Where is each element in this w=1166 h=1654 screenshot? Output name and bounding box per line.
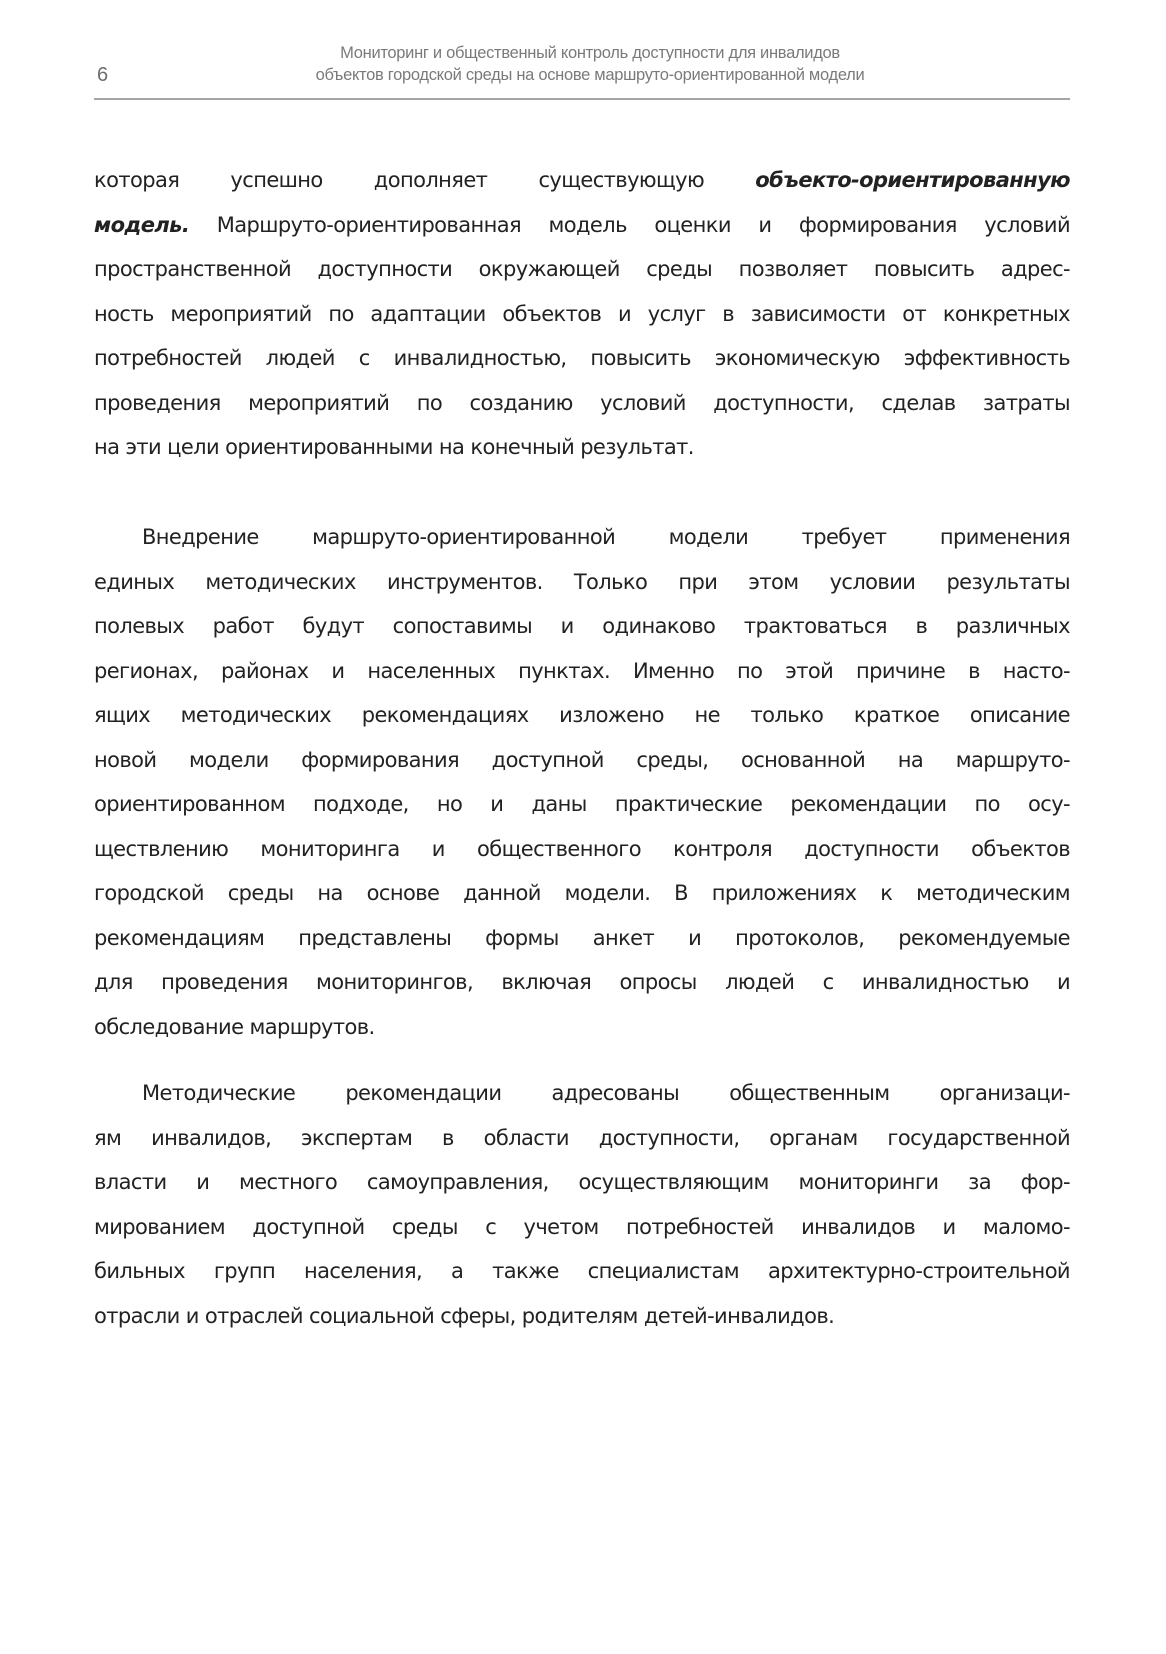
text-line: власти и местного самоуправления, осуществляющим мониторинги за фор- [94, 1170, 1070, 1194]
text-line: ям инвалидов, экспертам в области доступности, органам государственной [94, 1125, 1070, 1150]
text-line: мированием доступной среды с учетом потребностей инвалидов и маломо- [94, 1214, 1070, 1239]
text-line: проведения мероприятий по созданию условий доступности, сделав затраты [94, 390, 1070, 415]
text-line: на эти цели ориентированными на конечный результат. [94, 435, 694, 459]
emphasis-term: объекто-ориентированную [755, 168, 1070, 192]
text-line: потребностей людей с инвалидностью, повысить экономическую эффективность [94, 346, 1070, 370]
paragraph-3 [94, 1071, 1070, 1338]
text-line: полевых работ будут сопоставимы и одинаково трактоваться в различных [94, 614, 1070, 638]
text-line: обследование маршрутов. [94, 1014, 375, 1039]
text-line: Внедрение маршруто-ориентированной модели требует применения [142, 525, 1070, 549]
text-line: регионах, районах и населенных пунктах. Именно по этой причине в насто- [94, 658, 1070, 683]
text-line: новой модели формирования доступной среды, основанной на маршруто- [94, 747, 1070, 772]
text-run: Маршруто-ориентированная модель оценки и формирования условий [189, 212, 1070, 237]
text-run: которая успешно дополняет существующую [94, 168, 756, 192]
running-head [240, 42, 940, 86]
text-line: пространственной доступности окружающей среды позволяет повысить адрес- [94, 257, 1070, 281]
running-head-line-1: Мониторинг и общественный контроль доступности для инвалидов [340, 44, 840, 62]
paragraph-2 [94, 515, 1070, 1049]
text-line [94, 158, 1070, 203]
running-head-line-2: объектов городской среды на основе маршруто-ориентированной модели [315, 66, 865, 84]
text-line: ность мероприятий по адаптации объектов и услуг в зависимости от конкретных [94, 301, 1070, 326]
header-divider [94, 98, 1070, 100]
text-line: Методические рекомендации адресованы общественным организаци- [142, 1081, 1070, 1105]
text-line: бильных групп населения, а также специалистам архитектурно-строительной [94, 1259, 1070, 1283]
page-number: 6 [97, 64, 109, 86]
text-line: отрасли и отраслей социальной сферы, родителям детей-инвалидов. [94, 1303, 835, 1328]
text-line: единых методических инструментов. Только при этом условии результаты [94, 569, 1070, 594]
text-line: рекомендациям представлены формы анкет и протоколов, рекомендуемые [94, 925, 1070, 950]
text-line [94, 203, 1070, 248]
paragraph-1 [94, 158, 1070, 470]
text-line: ящих методических рекомендациях изложено не только краткое описание [94, 703, 1070, 727]
text-line: городской среды на основе данной модели. В приложениях к методическим [94, 881, 1070, 905]
text-line: ориентированном подходе, но и даны практические рекомендации по осу- [94, 792, 1070, 816]
text-line: для проведения мониторингов, включая опросы людей с инвалидностью и [94, 970, 1070, 994]
emphasis-term: модель. [94, 212, 190, 237]
text-line: ществлению мониторинга и общественного контроля доступности объектов [94, 836, 1070, 861]
